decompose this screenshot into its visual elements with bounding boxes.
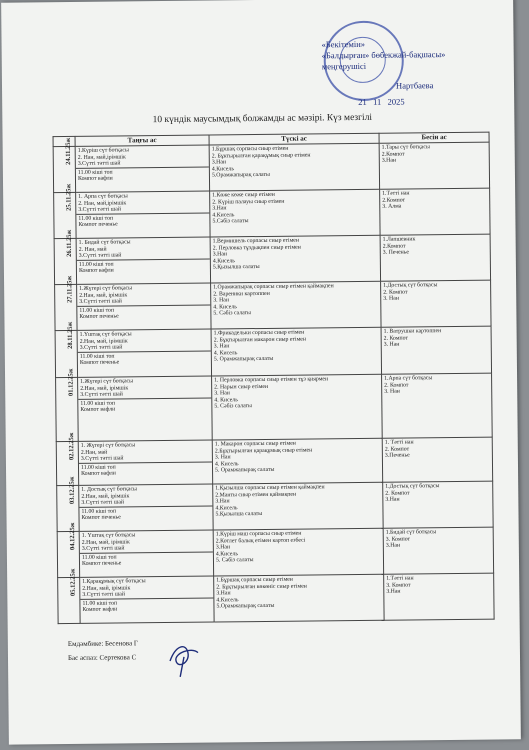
snack-cell-item: 3.Нан: [381, 157, 397, 164]
second-breakfast-item: 11.00 кіші топ: [78, 261, 114, 268]
second-breakfast-item: Компот печенье: [79, 313, 119, 321]
second-breakfast: [80, 551, 213, 568]
snack-cell-item: 1.Достық сүт ботқасы: [385, 483, 440, 490]
snack-cell-item: 3. Нан: [383, 295, 399, 302]
breakfast-cell-item: 2. Нан, май,ірімшік: [78, 199, 127, 207]
handwritten-signature: [166, 639, 204, 679]
day-date: 26.11.25ж: [65, 229, 74, 257]
breakfast-cell-item: 1.Жүгері сүт ботқасы: [79, 285, 133, 292]
lunch-cell-item: 3. Нан: [214, 454, 231, 461]
snack-cell: [381, 326, 491, 374]
lunch-cell-item: 4. Кисель: [213, 350, 238, 357]
lunch-cell-item: 5. Орамжапырақ салаты: [215, 467, 275, 474]
second-breakfast-item: Компот вафли: [81, 470, 116, 478]
lunch-cell-item: 1.Бұршақ сорпасы сиыр етімен: [216, 576, 293, 584]
lunch-cell-item: 1. Перловка сорпасы сиыр етімен тұз қиярмен: [214, 376, 329, 384]
day-row: [56, 437, 492, 486]
second-breakfast-item: Компот печенье: [79, 359, 120, 367]
menu-document: [1, 0, 521, 745]
day-row: [54, 234, 490, 285]
breakfast-cell-item: 1. Арпа сүт ботқасы: [78, 193, 128, 200]
snack-cell-item: 3. Компот: [386, 582, 411, 589]
approval-line-2: «Балдырған» бөбекжай-бақшасы»: [321, 49, 446, 61]
snack-cell: [380, 234, 490, 281]
snack-cell: [384, 573, 494, 620]
snack-cell-item: 1.Тары сүт ботқасы: [381, 144, 430, 151]
lunch-cell-item: 5.Орамжапырақ салаты: [216, 603, 275, 610]
snack-cell-item: 3. Печенье: [382, 249, 410, 256]
breakfast-cell: [80, 576, 214, 623]
lunch-cell-item: 4. Кисель: [213, 304, 237, 311]
lunch-cell-item: 1. Макарон сорпасы сиыр етімен: [214, 440, 296, 448]
lunch-cell-item: 2. Бұктырылған қарақұмық сиыр етімен: [211, 152, 311, 160]
lunch-cell-item: 4.Кисель: [215, 505, 238, 512]
second-breakfast-item: 11.00 кіші топ: [79, 307, 115, 314]
breakfast-cell: [75, 145, 209, 192]
breakfast-cell: [76, 237, 210, 284]
breakfast-cell-item: 2.Нан, май, ірімшік: [81, 538, 130, 546]
snack-cell-item: 2.Компот: [382, 243, 406, 250]
snack-cell: [379, 142, 489, 189]
day-row: [57, 527, 493, 578]
lunch-cell-item: 3. Нан: [214, 390, 230, 397]
approval-date-year: 2025: [387, 96, 405, 107]
second-breakfast-item: 11.00 кіші топ: [77, 169, 113, 176]
lunch-cell-item: 4.Кисель: [212, 258, 235, 265]
header-breakfast: Таңғы ас: [75, 135, 209, 146]
snack-cell-item: 1.Тәтті нан: [382, 190, 410, 197]
lunch-cell-item: 3. Нан: [213, 297, 229, 304]
lunch-cell: [211, 281, 381, 329]
lunch-cell: [214, 574, 384, 622]
breakfast-cell-item: 1. Үштақ сүт ботқасы: [81, 532, 136, 539]
lunch-cell: [212, 438, 382, 484]
lunch-cell: [213, 482, 383, 530]
lunch-cell-item: 4.Кисель: [215, 551, 239, 558]
lunch-cell-item: 5.Орамжапырақ салаты: [211, 172, 270, 179]
lunch-cell-item: 1.Вермишель сорпасы сиыр етімен: [212, 237, 300, 245]
lunch-cell-item: 4. Кисель: [214, 397, 238, 404]
lunch-cell-item: 3.Нан: [215, 544, 231, 551]
snack-cell-item: 3. Компот: [385, 536, 411, 543]
lunch-cell-item: 3.Нан: [216, 590, 231, 597]
breakfast-cell-item: 3.Сүтті тәтті шай: [80, 455, 124, 463]
breakfast-cell: [79, 530, 213, 577]
breakfast-cell: [78, 440, 212, 485]
lunch-cell-item: 2. Перловка тұздықпен сиыр етімен: [212, 244, 301, 252]
footer-cook: Бас аспаз: Сертекова С: [67, 653, 137, 663]
snack-cell-item: 3. Алма: [382, 203, 402, 210]
lunch-cell-item: 5. Сәбіз салаты: [215, 557, 254, 564]
second-breakfast-item: 11.00 кіші топ: [82, 600, 118, 607]
second-breakfast-item: 11.00 кіші топ: [79, 353, 115, 360]
lunch-cell-item: 5.Қызылша салаты: [212, 264, 260, 271]
day-date: 04.12.25ж: [69, 522, 77, 551]
day-date: 24.11.25ж: [64, 137, 73, 165]
lunch-cell-item: 1.Бұршақ сорпасы сиыр етімен: [211, 145, 289, 153]
breakfast-cell-item: 3.Сүтті тәтті шай: [78, 206, 121, 214]
lunch-cell-item: 3. Нан: [213, 343, 230, 350]
lunch-cell-item: 1.Көже көже сиыр етімен: [212, 191, 275, 199]
approval-line-1: «Бекітемін»: [321, 38, 366, 50]
snack-cell-item: 3. Нан: [384, 388, 400, 395]
day-row: [55, 326, 491, 378]
lunch-cell: [211, 327, 381, 376]
lunch-cell-item: 3.Нан: [212, 251, 228, 258]
breakfast-cell: [78, 376, 213, 441]
footer-nurse: Емдәмбике: Бесенова Г: [67, 639, 138, 649]
breakfast-cell-item: 3.Сүтті тәтті шай: [79, 344, 123, 352]
lunch-cell-item: 2.Котлет балық етімен картоп езбесі: [215, 537, 306, 545]
approval-signer: Нартбаева: [395, 80, 434, 91]
snack-cell: [380, 188, 490, 235]
lunch-cell-item: 5. Сәбіз салаты: [213, 310, 251, 317]
lunch-cell-item: 1.Күріш маш сорпасы сиыр етімен: [215, 530, 302, 538]
breakfast-cell-item: 2.Нан, май, ірімшік: [82, 584, 131, 592]
breakfast-cell-item: 2.Нан, май: [80, 449, 108, 456]
breakfast-cell-item: 3.Сүтті тәтті шай: [80, 391, 123, 399]
snack-cell-item: 3.Нан: [386, 588, 401, 595]
lunch-cell-item: 3.Нан: [215, 498, 230, 505]
snack-cell-item: 2. Компот: [383, 335, 408, 342]
second-breakfast-item: 11.00 кіші топ: [81, 508, 117, 515]
snack-cell-item: 2.Компот: [382, 197, 406, 204]
breakfast-cell-item: 2.Нан, май, ірімшік: [80, 384, 129, 392]
second-breakfast: [80, 597, 213, 614]
second-breakfast: [79, 461, 212, 478]
breakfast-cell-item: 3.Сүтті тәтті шай: [81, 499, 125, 507]
second-breakfast: [77, 258, 210, 275]
snack-cell-item: 1. Тәтті нан: [384, 439, 414, 446]
menu-table: [53, 132, 495, 625]
snack-cell-item: 2. Компот: [383, 289, 408, 296]
approval-date-month: 11: [373, 96, 382, 107]
day-date: 02.12.25ж: [68, 432, 76, 461]
snack-cell: [382, 437, 492, 482]
snack-cell: [382, 373, 493, 438]
second-breakfast: [78, 397, 211, 414]
breakfast-cell-item: 1. Бидай сүт ботқасы: [78, 239, 131, 246]
day-date: 27.11.25ж: [66, 275, 74, 303]
second-breakfast: [78, 350, 211, 367]
breakfast-cell-item: 2.Нан, май, ірімшік: [81, 492, 130, 500]
lunch-cell-item: 4. Кисель: [214, 461, 239, 468]
day-row: [58, 573, 494, 624]
lunch-cell-item: 2. Бұқтырылған макарон сиыр етімен: [213, 336, 306, 344]
snack-cell-item: 3. Нан: [383, 341, 400, 348]
second-breakfast: [76, 212, 209, 229]
snack-cell-item: 1.Бидай сүт ботқасы: [385, 529, 437, 536]
breakfast-cell-item: 1. Достық сүт ботқасы: [81, 486, 137, 493]
lunch-cell-item: 2. Вареники картоппен: [213, 290, 270, 298]
header-lunch: Түскі ас: [209, 133, 379, 145]
approval-line-3: меңгерушісі: [321, 60, 367, 72]
lunch-cell-item: 2. Күріш палауы сиыр етімен: [212, 198, 285, 206]
day-date-cell: [58, 568, 80, 623]
snack-cell-item: 1.Достық сүт ботқасы: [383, 282, 438, 289]
lunch-cell-item: 2.Бұқтырылған қарақұмық сиыр етімен: [214, 447, 313, 455]
lunch-cell-item: 5.Сәбіз салаты: [212, 218, 249, 225]
day-date: 01.12.25ж: [67, 368, 75, 397]
lunch-cell-item: 5. Орамжапырақ салаты: [213, 356, 274, 363]
lunch-cell-item: 1.Орамжапырақ сорпасы сиыр етімен қаймақпен: [213, 283, 334, 291]
lunch-cell: [212, 374, 383, 440]
breakfast-cell-item: 3.Сүтті тәтті шай: [82, 591, 125, 599]
breakfast-cell-item: 1. Жүгері сүт ботқасы: [80, 442, 136, 449]
snack-cell-item: 1.Арпа сүт ботқасы: [384, 375, 433, 382]
day-date: 28.11.25ж: [66, 321, 75, 349]
breakfast-cell: [79, 484, 213, 531]
day-row: [55, 280, 491, 331]
lunch-cell-item: 3.Нан: [211, 159, 227, 166]
day-date: 05.12.25ж: [69, 568, 77, 597]
lunch-cell-item: 5. Сәбіз салаты: [214, 403, 252, 410]
second-breakfast: [79, 505, 212, 522]
document-title: 10 күндік маусымдық болжамды ас мәзірі. Күз мезгілі: [152, 112, 373, 126]
breakfast-cell-item: 3.Сүтті тәтті шай: [78, 252, 122, 260]
snack-cell-item: 1. Ватрушки картоппен: [383, 328, 442, 335]
second-breakfast-item: Компот вафли: [78, 267, 114, 275]
snack-cell-item: 1.Тәтті нан: [386, 575, 414, 582]
second-breakfast-item: Компот печенье: [81, 514, 121, 522]
snack-cell-item: 2. Компот: [384, 382, 409, 389]
day-date: 03.12.25ж: [68, 476, 76, 505]
breakfast-cell-item: 1.Қарақұмық сүт ботқасы: [82, 578, 146, 585]
breakfast-cell-item: 1.Жүгері сүт ботқасы: [80, 378, 134, 385]
lunch-cell: [213, 528, 383, 576]
lunch-cell-item: 1.Қызылша сорпасы сиыр етімен қаймақпен: [215, 484, 325, 492]
snack-cell-item: 2. Компот: [385, 490, 410, 497]
header-snack: Бесін ас: [379, 132, 489, 143]
breakfast-cell: [77, 283, 211, 330]
lunch-cell-item: 2. Нарын сиыр етімен: [214, 383, 269, 391]
second-breakfast-item: 11.00 кіші топ: [78, 215, 114, 222]
lunch-cell-item: 4.Кисель: [216, 597, 239, 604]
approval-date: [358, 96, 405, 107]
snack-cell: [383, 481, 493, 528]
second-breakfast-item: Компот вафли: [82, 606, 118, 614]
breakfast-cell-item: 2.Нан, май, ірімшік: [79, 291, 128, 299]
breakfast-cell: [77, 329, 211, 377]
lunch-cell: [209, 143, 379, 191]
day-date: 25.11.25ж: [65, 183, 73, 211]
day-row: [54, 188, 490, 239]
snack-cell-item: 1.Лапшевник: [382, 236, 416, 243]
breakfast-cell-item: 2. Нан, май: [78, 246, 107, 253]
snack-cell-item: 3.Нан: [385, 496, 400, 503]
snack-cell: [383, 527, 493, 574]
second-breakfast-item: 11.00 кіші топ: [81, 554, 117, 561]
snack-cell-item: 3.Печенье: [384, 452, 410, 459]
second-breakfast: [77, 304, 210, 321]
breakfast-cell-item: 1.Күріш сүт ботқасы: [77, 147, 129, 154]
breakfast-cell-item: 1.Үштақ сүт ботқасы: [79, 331, 132, 338]
approval-date-day: 21: [358, 96, 367, 107]
snack-cell: [381, 280, 491, 327]
snack-cell-item: 3.Нан: [385, 542, 401, 549]
breakfast-cell-item: 2.Нан, май, ірімшік: [79, 337, 128, 345]
day-row: [57, 481, 493, 532]
snack-cell-item: 2. Компот: [384, 446, 410, 453]
day-row: [56, 373, 493, 442]
breakfast-cell: [76, 191, 210, 238]
lunch-cell-item: 2. Бұқтырылған көкөніс сиыр етімен: [216, 583, 307, 591]
breakfast-cell-item: 3.Сүтті тәтті шай: [79, 298, 122, 306]
second-breakfast-item: Компот вафли: [80, 406, 116, 414]
lunch-cell-item: 4.Кисель: [212, 212, 235, 219]
second-breakfast: [76, 166, 209, 183]
second-breakfast-item: Компот вафли: [77, 175, 113, 183]
day-row: [53, 142, 489, 193]
lunch-cell: [210, 235, 380, 283]
breakfast-cell-item: 2. Нан, май,ірімшік: [77, 153, 126, 161]
breakfast-cell-item: 3.Сүтті тәтті шай: [77, 160, 121, 168]
lunch-cell-item: 1.Фрикадельки сорпасы сиыр етімен: [213, 329, 305, 337]
second-breakfast-item: Компот печенье: [78, 221, 118, 229]
lunch-cell-item: 4.Кисель: [211, 166, 234, 173]
lunch-cell-item: 5.Қызылша салаты: [215, 511, 263, 518]
breakfast-cell-item: 3.Сүтті тәтті шай: [81, 545, 125, 553]
second-breakfast-item: Компот печенье: [81, 560, 122, 568]
lunch-cell-item: 2.Манты сиыр етімен қаймақпен: [215, 491, 297, 499]
lunch-cell-item: 3.Нан: [212, 205, 227, 212]
second-breakfast-item: 11.00 кіші топ: [80, 464, 116, 471]
second-breakfast-item: 11.00 кіші топ: [80, 400, 116, 407]
snack-cell-item: 2.Компот: [381, 151, 405, 158]
lunch-cell: [210, 189, 380, 237]
